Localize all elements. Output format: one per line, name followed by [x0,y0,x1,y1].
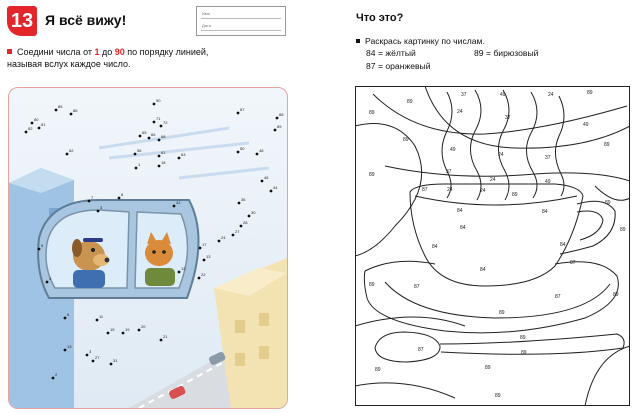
dot-marker[interactable] [261,180,264,183]
dot-marker[interactable] [66,153,69,156]
dot-number: 88 [279,112,284,117]
dot-number: 63 [181,152,186,157]
region-number: 24 [548,92,554,98]
region-number: 87 [555,294,561,300]
dot-marker[interactable] [178,157,181,160]
dot-number: 65 [142,130,147,135]
dot-number: 6 [67,312,70,317]
region-number: 84 [480,267,486,273]
instruction-to: 90 [114,47,125,57]
color-key-item: 87 = оранжевый [366,61,431,71]
dot-number: 66 [151,132,156,137]
region-number: 49 [583,122,589,128]
dot-marker[interactable] [158,139,161,142]
region-number: 89 [613,292,619,298]
region-number: 37 [545,155,551,161]
dot-marker[interactable] [64,349,67,352]
dot-number: 48 [259,148,264,153]
dot-number: 50 [240,146,245,151]
instruction-from: 1 [94,47,100,57]
dot-marker[interactable] [88,200,91,203]
dot-number: 9 [41,243,44,248]
region-numbers [369,90,626,399]
region-number: 49 [545,179,551,185]
color-key [366,48,596,78]
dot-marker[interactable] [203,259,206,262]
region-number: 89 [620,227,626,233]
region-number: 24 [480,188,486,194]
name-date-box[interactable] [196,6,286,36]
dot-number: 21 [163,334,168,339]
dot-marker[interactable] [274,129,277,132]
instruction-before: Соедини числа от [17,47,95,57]
picture-frame [356,87,630,406]
region-number: 87 [414,284,420,290]
color-key-item: 84 = жёлтый [366,48,416,58]
region-number: 84 [560,242,566,248]
dot-number: 20 [141,324,146,329]
dot-marker[interactable] [97,210,100,213]
region-number: 89 [512,192,518,198]
region-number: 89 [485,365,491,371]
spoon-bowl [375,332,440,362]
dot-marker[interactable] [139,135,142,138]
dot-marker[interactable] [153,103,156,106]
dot-marker[interactable] [148,137,151,140]
dot-number: 89 [277,124,282,129]
region-number: 87 [570,260,576,266]
region-number: 89 [369,172,375,178]
dot-number: 90 [156,98,161,103]
dot-marker[interactable] [270,190,273,193]
dot-marker[interactable] [107,332,110,335]
dot-marker[interactable] [153,121,156,124]
instruction-middle: до [99,47,115,57]
dot-number: 56 [137,148,142,153]
region-number: 24 [498,152,504,158]
dot-number: 81 [41,122,46,127]
dot-marker[interactable] [218,240,221,243]
region-number: 89 [587,90,593,96]
right-instruction [356,36,485,48]
region-number: 24 [490,177,496,183]
region-number: 84 [457,208,463,214]
dot-number: 71 [156,116,161,121]
dot-number: 80 [34,117,39,122]
region-number: 24 [457,109,463,115]
region-number: 49 [450,147,456,153]
dot-marker[interactable] [110,363,113,366]
region-number: 89 [521,350,527,356]
dot-number: 18 [161,160,166,165]
dot-marker[interactable] [92,360,95,363]
cup-outline [410,184,583,286]
region-number: 49 [500,92,506,98]
dot-number: 30 [251,210,256,215]
dot-number: 22 [201,272,206,277]
region-number: 89 [375,367,381,373]
dot-number: 4 [49,276,52,281]
dot-marker[interactable] [160,125,163,128]
dot-marker[interactable] [31,122,34,125]
dot-marker[interactable] [122,332,125,335]
dot-marker[interactable] [240,225,243,228]
dot-marker[interactable] [96,319,99,322]
region-number: 37 [446,169,452,175]
dot-number: 12 [181,266,186,271]
dot-number: 15 [110,327,115,332]
region-number: 37 [461,92,467,98]
dot-marker[interactable] [118,197,121,200]
instruction-line2: называя вслух каждое число. [7,59,131,69]
dot-marker[interactable] [158,165,161,168]
dot-marker[interactable] [52,377,55,380]
dot-number: 72 [163,120,168,125]
dot-marker[interactable] [38,248,41,251]
dot-number: 3 [100,205,103,210]
dot-number: 61 [161,150,166,155]
region-number: 24 [447,187,453,193]
bullet-square-icon [7,49,12,54]
region-number: 89 [403,137,409,143]
name-field-label: Имя [202,11,210,16]
dot-marker[interactable] [238,202,241,205]
region-number: 89 [499,310,505,316]
region-number: 87 [418,347,424,353]
dot-marker[interactable] [232,234,235,237]
right-instruction-text: Раскрась картинку по числам. [365,36,485,46]
illustration-svg [9,88,287,408]
dot-marker[interactable] [276,117,279,120]
page-number-badge: 13 [7,6,37,36]
dot-marker[interactable] [25,131,28,134]
region-number: 89 [520,335,526,341]
region-number: 37 [505,115,511,121]
dot-number: 82 [28,126,33,131]
dot-marker[interactable] [237,112,240,115]
region-number: 84 [432,244,438,250]
dot-number: 7 [91,195,94,200]
left-instruction [7,46,247,70]
dot-marker[interactable] [158,155,161,158]
dot-number: 24 [221,235,226,240]
dot-number: 1 [138,162,141,167]
dot-number: 8 [121,192,124,197]
dot-number: 17 [202,242,207,247]
dot-marker[interactable] [173,205,176,208]
dot-to-dot-illustration [8,87,288,409]
region-number: 89 [369,110,375,116]
dot-number: 46 [264,175,269,180]
dot-number: 27 [235,229,240,234]
dot-marker[interactable] [86,354,89,357]
dot-marker[interactable] [135,167,138,170]
dot-marker[interactable] [199,247,202,250]
cat-copilot [145,240,173,266]
dot-number: 87 [240,107,245,112]
page-title: Я всё вижу! [45,12,127,28]
region-number: 84 [460,225,466,231]
date-field-label: Дата [202,23,211,28]
dot-number: 19 [125,327,130,332]
region-number: 84 [542,209,548,215]
dot-marker[interactable] [38,127,41,130]
instruction-after: по порядку линией, [124,47,209,57]
dot-marker[interactable] [256,153,259,156]
region-number: 89 [604,142,610,148]
dot-marker[interactable] [55,109,58,112]
dot-number: 62 [69,148,74,153]
coloring-svg [355,86,630,406]
region-number: 89 [407,99,413,105]
bullet-square-icon [356,39,360,43]
region-number: 89 [369,282,375,288]
dot-marker[interactable] [198,277,201,280]
dot-number: 11 [99,314,104,319]
dot-marker[interactable] [178,271,181,274]
region-number: 89 [605,200,611,206]
dot-marker[interactable] [237,151,240,154]
color-key-item: 89 = бирюзовый [474,48,539,58]
dot-marker[interactable] [138,329,141,332]
dot-number: 31 [113,358,118,363]
dot-number: 28 [243,220,248,225]
dot-marker[interactable] [64,317,67,320]
dot-number: 2 [55,372,58,377]
dot-marker[interactable] [160,339,163,342]
dot-number: 68 [161,134,166,139]
right-page-title: Что это? [356,12,404,24]
dot-marker[interactable] [46,281,49,284]
dot-number: 13 [206,254,211,259]
dot-number: 36 [241,197,246,202]
dot-number: 85 [58,104,63,109]
region-number: 87 [422,187,428,193]
dot-number: 27 [95,355,100,360]
region-number: 89 [495,393,501,399]
color-by-number-picture [355,86,630,406]
dot-number: 42 [176,200,181,205]
dot-marker[interactable] [70,113,73,116]
dot-number: 13 [67,344,72,349]
dot-number: 44 [273,185,278,190]
dot-marker[interactable] [134,153,137,156]
dot-marker[interactable] [248,215,251,218]
dot-number: 3 [89,349,92,354]
dot-number: 86 [73,108,78,113]
